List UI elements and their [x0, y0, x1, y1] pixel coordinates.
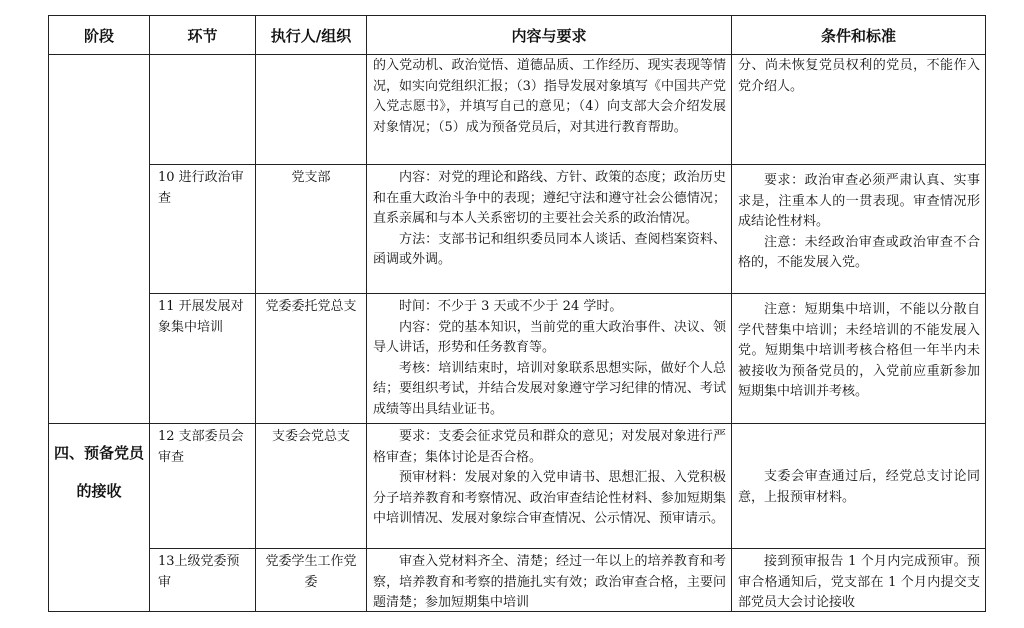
header-executor: 执行人/组织: [256, 16, 367, 55]
header-row: [49, 16, 986, 55]
conditions-cell: [732, 165, 986, 294]
step-label: 11 开展发展对象集中培训: [158, 299, 244, 335]
table-row: [49, 424, 986, 549]
content-paragraph: 审查入党材料齐全、清楚；经过一年以上的培养教育和考察，培养教育和考察的措施扎实有效；政治审查合格，主要问题清楚；参加短期集中培训: [373, 554, 726, 610]
table-row: [49, 294, 986, 424]
content-cell: [367, 165, 732, 294]
table-row: [49, 165, 986, 294]
conditions-cell: [732, 294, 986, 424]
step-label: 13上级党委预审: [158, 554, 240, 590]
content-cell: [367, 424, 732, 549]
executor-label: 党委学生工作党委: [265, 554, 357, 590]
party-development-table: [48, 15, 986, 612]
table-row: [49, 549, 986, 612]
conditions-paragraph: 要求：政治审查必须严肃认真、实事求是，注重本人的一贯表现。审查情况形成结论性材料。: [738, 173, 980, 229]
conditions-cell: [732, 549, 986, 612]
step-label: 12 支部委员会审查: [158, 429, 244, 465]
conditions-paragraph: 分、尚未恢复党员权利的党员，不能作入党介绍人。: [738, 58, 980, 94]
conditions-paragraph: 接到预审报告 1 个月内完成预审。预审合格通知后，党支部在 1 个月内提交支部党员大会讨论接收: [738, 554, 980, 610]
conditions-cell: [732, 55, 986, 165]
step-cell: [150, 294, 256, 424]
executor-cell: [256, 424, 367, 549]
table-row: [49, 55, 986, 165]
content-paragraph: 要求：支委会征求党员和群众的意见；对发展对象进行严格审查；集体讨论是否合格。: [373, 429, 726, 465]
conditions-paragraph: 注意：未经政治审查或政治审查不合格的，不能发展入党。: [738, 234, 980, 270]
content-cell: [367, 55, 732, 165]
content-paragraph: 内容：对党的理论和路线、方针、政策的态度；政治历史和在重大政治斗争中的表现；遵纪守法和遵守社会公德情况；直系亲属和与本人关系密切的主要社会关系的政治情况。: [373, 170, 726, 226]
stage-cell: [49, 424, 150, 612]
step-cell: [150, 55, 256, 165]
conditions-cell: [732, 424, 986, 549]
executor-label: 支委会党总支: [271, 429, 350, 444]
stage-title-line2: 的接收: [76, 482, 122, 500]
executor-label: 党支部: [291, 170, 331, 185]
executor-cell: [256, 55, 367, 165]
header-stage: 阶段: [49, 16, 150, 55]
content-paragraph: 内容：党的基本知识，当前党的重大政治事件、决议、领导人讲话，形势和任务教育等。: [373, 319, 726, 355]
executor-cell: [256, 165, 367, 294]
content-cell: [367, 294, 732, 424]
header-conditions: 条件和标准: [732, 16, 986, 55]
step-cell: [150, 549, 256, 612]
step-label: 10 进行政治审查: [158, 170, 244, 206]
executor-cell: [256, 549, 367, 612]
step-cell: [150, 424, 256, 549]
content-paragraph: 的入党动机、政治觉悟、道德品质、工作经历、现实表现等情况，如实向党组织汇报；（3）指导发展对象填写《中国共产党入党志愿书》，并填写自己的意见；（4）向支部大会介绍发展对象情况；（5）成为预备党员后，对其进行教育帮助。: [373, 58, 726, 135]
executor-label: 党委委托党总支: [265, 299, 357, 314]
content-paragraph: 预审材料：发展对象的入党申请书、思想汇报、入党积极分子培养教育和考察情况、政治审查结论性材料、参加短期集中培训情况、发展对象综合审查情况、公示情况、预审请示。: [373, 470, 726, 526]
header-content: 内容与要求: [367, 16, 732, 55]
content-paragraph: 方法：支部书记和组织委员同本人谈话、查阅档案资料、函调或外调。: [373, 231, 726, 267]
step-cell: [150, 165, 256, 294]
executor-cell: [256, 294, 367, 424]
content-paragraph: 考核：培训结束时，培训对象联系思想实际，做好个人总结；要组织考试，并结合发展对象遵守学习纪律的情况、考试成绩等出具结业证书。: [373, 360, 726, 417]
content-cell: [367, 549, 732, 612]
stage-title-line1: 四、预备党员: [53, 444, 144, 462]
conditions-paragraph: 注意：短期集中培训，不能以分散自学代替集中培训；未经培训的不能发展入党。短期集中培训考核合格但一年半内未被接收为预备党员的，入党前应重新参加短期集中培训并考核。: [738, 302, 980, 399]
stage-cell-continued: [49, 55, 150, 424]
header-step: 环节: [150, 16, 256, 55]
conditions-paragraph: 支委会审查通过后，经党总支讨论同意，上报预审材料。: [738, 469, 980, 505]
content-paragraph: 时间：不少于 3 天或不少于 24 学时。: [399, 299, 623, 314]
